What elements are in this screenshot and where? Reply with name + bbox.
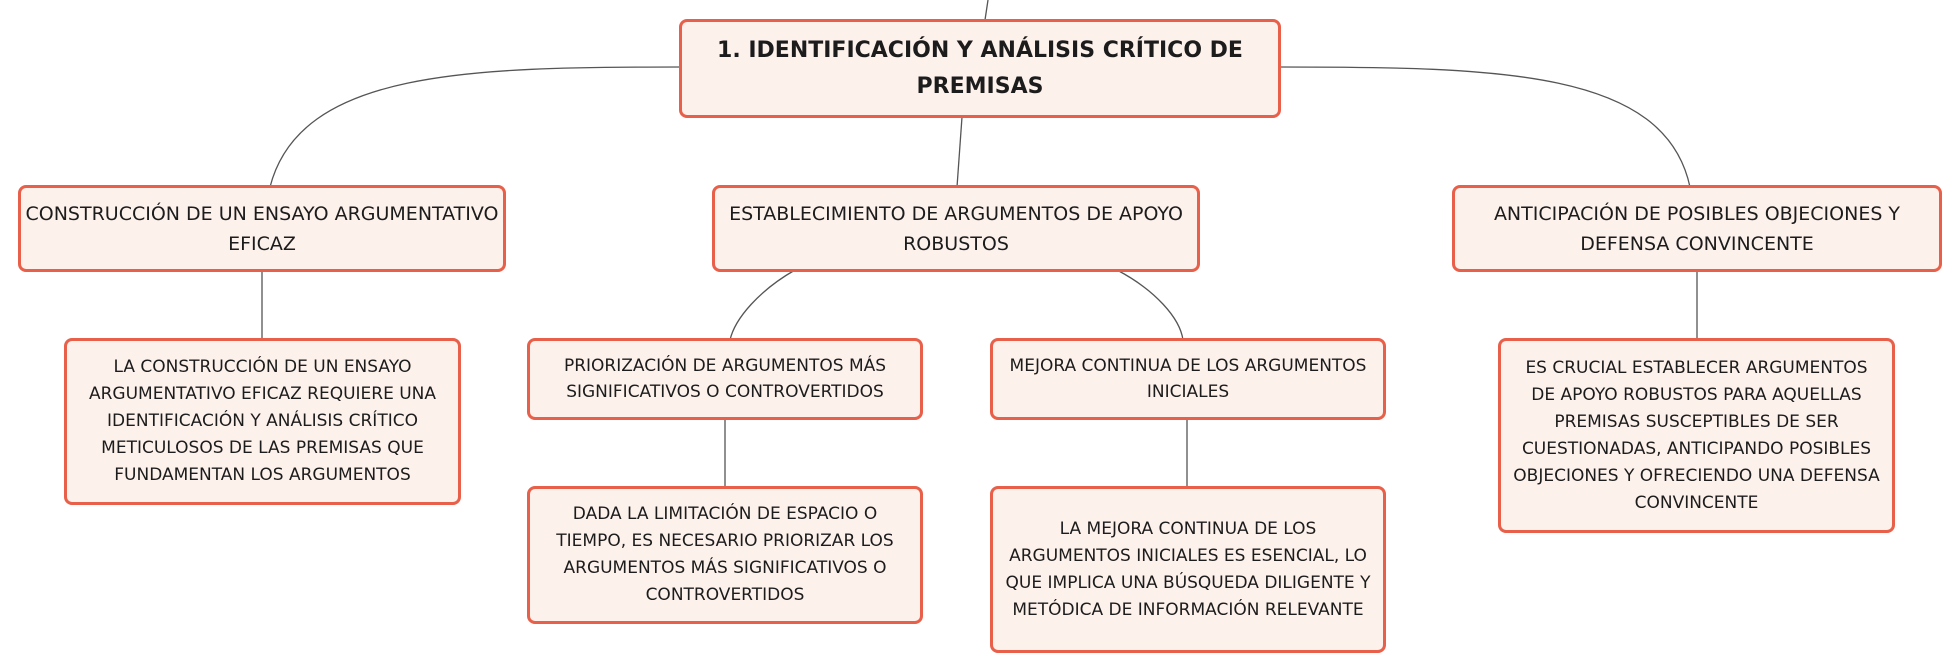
sub-node-label: MEJORA CONTINUA DE LOS ARGUMENTOS INICIALES xyxy=(1009,356,1367,402)
sub-node-label: PRIORIZACIÓN DE ARGUMENTOS MÁS SIGNIFICATIVOS O CONTROVERTIDOS xyxy=(563,356,887,402)
sub-node-priorizacion[interactable] xyxy=(527,338,923,420)
leaf-node-ensayo-eficaz[interactable] xyxy=(64,338,461,505)
leaf-node-label: LA CONSTRUCCIÓN DE UN ENSAYO ARGUMENTATIVO EFICAZ REQUIERE UNA IDENTIFICACIÓN Y ANÁLISIS CRÍTICO METICULOSOS DE LAS PREMISAS QUE FUNDAMENTAN LOS ARGUMENTOS xyxy=(88,357,437,485)
root-node[interactable] xyxy=(679,19,1281,118)
connector-root-to-branch-3 xyxy=(1279,67,1690,187)
branch-node-argumentos-apoyo[interactable] xyxy=(712,185,1200,272)
branch-node-label: ANTICIPACIÓN DE POSIBLES OBJECIONES Y DEFENSA CONVINCENTE xyxy=(1493,202,1901,255)
connector-parent-to-root xyxy=(985,0,988,20)
leaf-node-objeciones[interactable] xyxy=(1498,338,1895,533)
connector-branch-2-to-sub-2 xyxy=(1117,270,1183,340)
connector-root-to-branch-1 xyxy=(270,67,681,187)
branch-node-label: CONSTRUCCIÓN DE UN ENSAYO ARGUMENTATIVO EFICAZ xyxy=(25,202,499,255)
branch-node-objeciones[interactable] xyxy=(1452,185,1942,272)
leaf-node-label: LA MEJORA CONTINUA DE LOS ARGUMENTOS INICIALES ES ESENCIAL, LO QUE IMPLICA UNA BÚSQUEDA DILIGENTE Y METÓDICA DE INFORMACIÓN RELEVANTE xyxy=(1005,518,1371,620)
sub-node-mejora-continua[interactable] xyxy=(990,338,1386,420)
leaf-node-label: DADA LA LIMITACIÓN DE ESPACIO O TIEMPO, ES NECESARIO PRIORIZAR LOS ARGUMENTOS MÁS SIGNIFICATIVOS O CONTROVERTIDOS xyxy=(556,504,894,605)
branch-node-label: ESTABLECIMIENTO DE ARGUMENTOS DE APOYO ROBUSTOS xyxy=(729,202,1183,255)
branch-node-ensayo-eficaz[interactable] xyxy=(18,185,506,272)
connector-root-to-branch-2 xyxy=(957,117,962,187)
root-node-label: 1. IDENTIFICACIÓN Y ANÁLISIS CRÍTICO DE PREMISAS xyxy=(717,37,1243,99)
leaf-node-priorizacion[interactable] xyxy=(527,486,923,624)
connector-branch-2-to-sub-1 xyxy=(730,270,795,340)
leaf-node-label: ES CRUCIAL ESTABLECER ARGUMENTOS DE APOYO ROBUSTOS PARA AQUELLAS PREMISAS SUSCEPTIBLES DE SER CUESTIONADAS, ANTICIPANDO POSIBLES OBJECIONES Y OFRECIENDO UNA DEFENSA CONVINCENTE xyxy=(1513,357,1880,513)
leaf-node-mejora-continua[interactable] xyxy=(990,486,1386,653)
